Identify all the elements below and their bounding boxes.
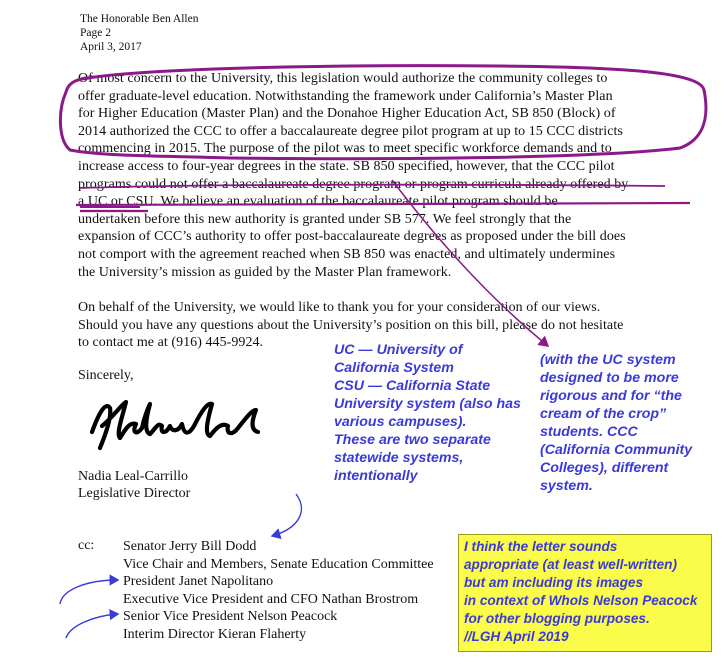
cc-recipient: Vice Chair and Members, Senate Education Committee xyxy=(123,556,434,572)
handwritten-signature xyxy=(86,388,276,458)
paragraph-line: 2014 authorized the CCC to offer a baccalaureate degree pilot program at up to 15 CCC districts xyxy=(78,123,623,139)
cc-recipient: President Janet Napolitano xyxy=(123,574,274,590)
paragraph-line: Should you have any questions about the University’s position on this bill, please do not hesitate xyxy=(78,317,624,333)
paragraph-line: for Higher Education (Master Plan) and the Donahoe Higher Education Act, SB 850 (Block) of xyxy=(78,106,616,122)
letter-date: April 3, 2017 xyxy=(80,41,142,53)
annotation-line: designed to be more xyxy=(540,370,679,386)
annotation-line: various campuses). xyxy=(334,414,467,430)
paragraph-line: expansion of CCC’s authority to offer post-baccalaureate degrees as proposed under the bill does xyxy=(78,229,626,245)
annotation-line: (with the UC system xyxy=(540,352,676,368)
closing-salutation: Sincerely, xyxy=(78,368,134,383)
page-number: Page 2 xyxy=(80,27,111,39)
paragraph-line: a UC or CSU. We believe an evaluation of the baccalaureate pilot program should be xyxy=(78,194,558,210)
sticky-note-line: but am including its images xyxy=(464,575,644,590)
annotation-line: system. xyxy=(540,478,593,494)
pointer-arrow xyxy=(60,580,118,604)
paragraph-line: to contact me at (916) 445-9924. xyxy=(78,335,264,351)
paragraph-line: On behalf of the University, we would like to thank you for your consideration of our views. xyxy=(78,300,601,315)
annotation-line: California System xyxy=(334,360,454,376)
signer-title: Legislative Director xyxy=(78,486,191,501)
paragraph-line: increase access to four-year degrees in the state. SB 850 specified, however, that the CCC pilot xyxy=(78,158,615,174)
pointer-arrow xyxy=(66,614,118,638)
annotation-line: CSU — California State xyxy=(334,378,491,394)
paragraph-line: programs could not offer a baccalaureate degree program or program curricula already offered by xyxy=(78,176,629,192)
paragraph-line: undertaken before this new authority is granted under SB 577. We feel strongly that the xyxy=(78,211,572,227)
cc-recipient: Interim Director Kieran Flaherty xyxy=(123,626,307,642)
annotation-line: cream of the crop” xyxy=(540,406,667,422)
paragraph-line: the University’s mission as guided by the Master Plan framework. xyxy=(78,264,452,280)
annotation-line: (California Community xyxy=(540,442,693,458)
annotation-line: These are two separate xyxy=(334,432,491,448)
sticky-note-line: //LGH April 2019 xyxy=(464,629,569,644)
annotation-line: students. CCC xyxy=(540,424,638,440)
cc-recipient: Executive Vice President and CFO Nathan Brostrom xyxy=(123,591,419,607)
sticky-note-line: appropriate (at least well-written) xyxy=(464,557,678,572)
signer-block xyxy=(78,468,190,502)
paragraph-line: Of most concern to the University, this legislation would authorize the community colleges to xyxy=(78,71,608,86)
paragraph-line: not comport with the agreement reached when SB 850 was enacted, and ultimately undermines xyxy=(78,246,616,262)
letter-header xyxy=(80,12,198,54)
body-paragraph-1 xyxy=(78,70,678,281)
recipient-line: The Honorable Ben Allen xyxy=(80,13,199,25)
signer-name: Nadia Leal-Carrillo xyxy=(78,469,189,484)
annotation-line: rigorous and for “the xyxy=(540,388,682,404)
uc-csu-annotation xyxy=(334,341,534,485)
annotation-line: UC — University of xyxy=(334,342,463,358)
annotation-line: University system (also has xyxy=(334,396,521,412)
uc-system-annotation xyxy=(540,351,720,495)
sticky-note-line: in context of WhoIs Nelson Peacock xyxy=(464,593,698,608)
cc-recipient-list xyxy=(123,538,434,644)
pointer-arrow xyxy=(272,494,301,536)
cc-recipient: Senior Vice President Nelson Peacock xyxy=(123,609,338,625)
sticky-note xyxy=(458,534,712,652)
sticky-note-line: I think the letter sounds xyxy=(464,539,618,554)
annotation-line: statewide systems, xyxy=(334,450,464,466)
annotation-line: Colleges), different xyxy=(540,460,669,476)
paragraph-line: offer graduate-level education. Notwithstanding the framework under California’s Master Plan xyxy=(78,88,613,104)
cc-label: cc: xyxy=(78,538,95,553)
annotation-line: intentionally xyxy=(334,468,418,484)
paragraph-line: commencing in 2015. The purpose of the pilot was to meet specific workforce demands and to xyxy=(78,141,612,157)
sticky-note-line: for other blogging purposes. xyxy=(464,611,650,626)
cc-recipient: Senator Jerry Bill Dodd xyxy=(123,539,257,554)
